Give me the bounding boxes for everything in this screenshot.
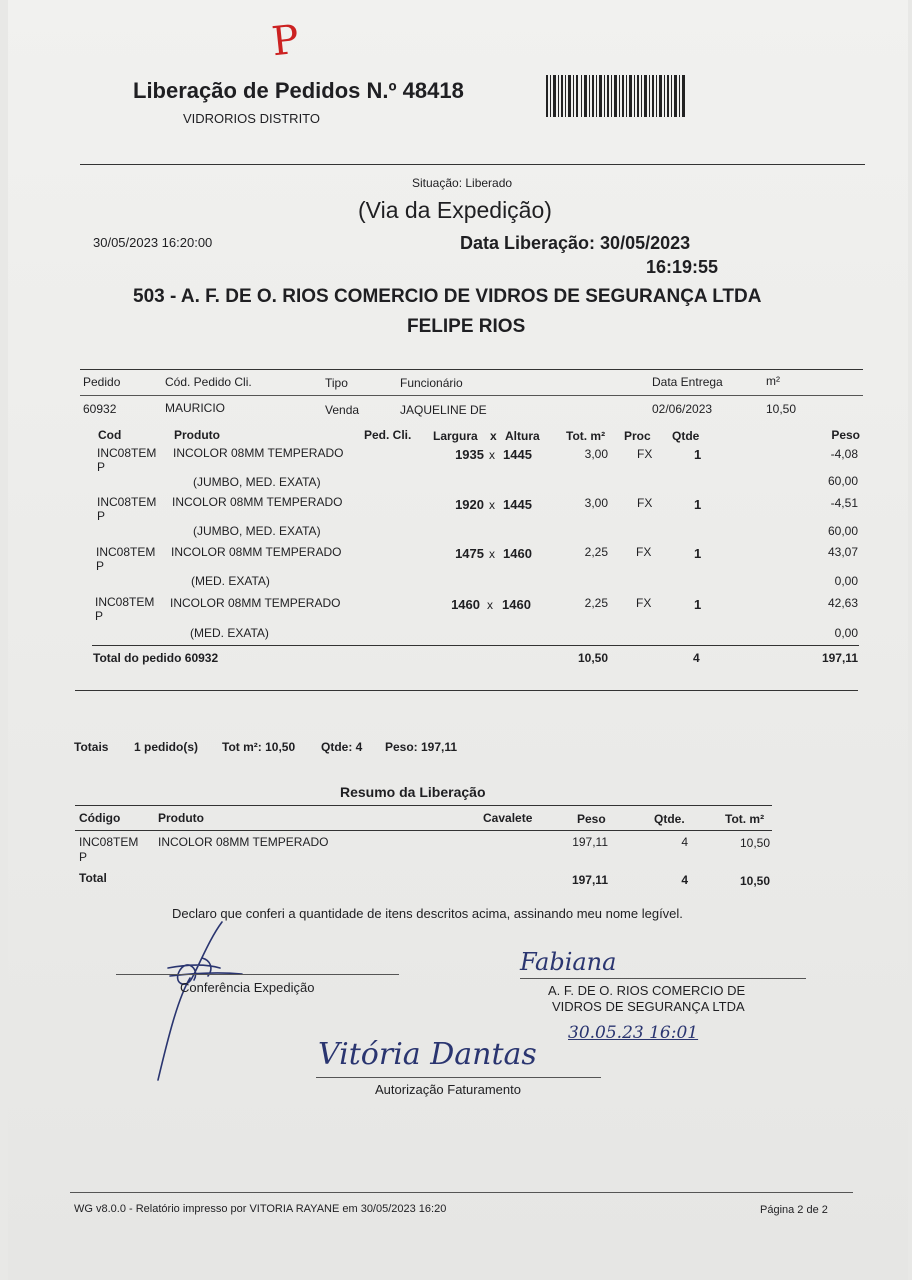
item-cod-cont: P (97, 460, 106, 474)
item-produto: INCOLOR 08MM TEMPERADO (172, 495, 343, 509)
item-largura: 1475 (455, 546, 484, 561)
footer-right: Página 2 de 2 (760, 1204, 828, 1216)
item-cod: INC08TEM (97, 495, 157, 509)
rh-codigo: Código (79, 811, 121, 825)
col-cod-pedido-cli: Cód. Pedido Cli. (165, 375, 252, 389)
item-cod-cont: P (97, 509, 106, 523)
totals-pedidos: 1 pedido(s) (134, 740, 199, 754)
col-funcionario: Funcionário (400, 376, 463, 390)
totals-peso: Peso: 197,11 (385, 740, 458, 754)
order-total-label: Total do pedido 60932 (93, 651, 219, 665)
resumo-total-tot-m2: 10,50 (739, 874, 770, 888)
col-m2: m² (766, 374, 780, 388)
item-cod-cont: P (96, 559, 105, 573)
totals-label: Totais (74, 740, 109, 754)
item-x: x (489, 448, 495, 462)
item-cod: INC08TEM (96, 545, 156, 559)
item-largura: 1920 (455, 497, 484, 512)
ih-altura: Altura (505, 429, 540, 443)
val-pedido: 60932 (83, 402, 117, 416)
cliente-signed-date: 30.05.23 16:01 (568, 1023, 699, 1043)
conferencia-line (116, 974, 399, 975)
val-cod-pedido-cli: MAURICIO (165, 401, 225, 415)
item-obs: (MED. EXATA) (191, 574, 270, 588)
ih-proc: Proc (624, 429, 651, 443)
item-produto: INCOLOR 08MM TEMPERADO (170, 596, 341, 610)
ih-x: x (490, 429, 497, 443)
conferencia-label: Conferência Expedição (180, 980, 315, 995)
print-datetime: 30/05/2023 16:20:00 (93, 235, 213, 250)
autorizacao-line (316, 1077, 601, 1078)
item-cod: INC08TEM (97, 446, 157, 460)
val-data-entrega: 02/06/2023 (652, 402, 713, 416)
item-cod-cont: P (95, 609, 104, 623)
item-tot-m2: 2,25 (584, 596, 608, 610)
resumo-row-produto: INCOLOR 08MM TEMPERADO (158, 835, 329, 849)
ih-ped-cli: Ped. Cli. (364, 428, 412, 442)
footer-left: WG v8.0.0 - Relatório impresso por VITORIA RAYANE em 30/05/2023 16:20 (74, 1203, 447, 1215)
hora-liberacao: 16:19:55 (646, 257, 719, 277)
item-peso: -4,08 (830, 447, 858, 461)
item-altura: 1460 (503, 546, 532, 561)
ih-peso: Peso (831, 428, 860, 442)
rh-produto: Produto (158, 811, 204, 825)
rh-tot-m2: Tot. m² (725, 812, 765, 826)
item-obs: (JUMBO, MED. EXATA) (193, 475, 321, 489)
ih-qtde: Qtde (672, 429, 700, 443)
declaration-text: Declaro que conferi a quantidade de itens descritos acima, assinando meu nome legível. (172, 906, 683, 921)
data-liberacao: Data Liberação: 30/05/2023 (460, 233, 691, 253)
document-title: Liberação de Pedidos N.º 48418 (133, 78, 464, 103)
cliente-line (520, 978, 806, 979)
item-cod: INC08TEM (95, 595, 155, 609)
order-total-peso: 197,11 (821, 651, 858, 665)
val-m2: 10,50 (766, 402, 797, 416)
item-proc: FX (636, 545, 652, 559)
col-data-entrega: Data Entrega (652, 375, 723, 389)
resumo-row-qtde: 4 (681, 835, 688, 849)
item-largura: 1935 (455, 447, 484, 462)
item-peso: 43,07 (827, 545, 858, 559)
handwritten-mark: P (269, 16, 302, 66)
item-obs: (MED. EXATA) (190, 626, 269, 640)
item-x: x (487, 598, 493, 612)
item-peso: 42,63 (827, 596, 858, 610)
item-altura: 1460 (502, 597, 531, 612)
item-x: x (489, 547, 495, 561)
col-tipo: Tipo (325, 376, 348, 390)
header-divider (80, 164, 865, 165)
item-tot-m2: 3,00 (584, 496, 608, 510)
signature-conferencia (150, 918, 260, 1083)
item-obs: (JUMBO, MED. EXATA) (193, 524, 321, 538)
resumo-total-qtde: 4 (681, 873, 688, 887)
resumo-total-label: Total (79, 871, 107, 885)
item-peso-2: 0,00 (834, 626, 858, 640)
item-altura: 1445 (503, 497, 532, 512)
item-tot-m2: 3,00 (584, 447, 608, 461)
order-top-divider (80, 369, 863, 370)
totals-qtde: Qtde: 4 (321, 740, 363, 754)
item-peso-2: 60,00 (827, 474, 858, 488)
ih-cod: Cod (98, 428, 122, 442)
resumo-header-divider (75, 830, 772, 831)
order-header-divider (80, 395, 863, 396)
item-peso-2: 0,00 (834, 574, 858, 588)
val-funcionario: JAQUELINE DE (400, 403, 487, 417)
order-bottom-divider (75, 690, 858, 691)
autorizacao-signature: Vitória Dantas (318, 1037, 537, 1072)
item-largura: 1460 (451, 597, 480, 612)
cliente-signature: Fabiana (520, 948, 617, 976)
client-contact: FELIPE RIOS (407, 316, 526, 337)
barcode-icon (546, 75, 686, 117)
rh-peso: Peso (577, 812, 606, 826)
ih-produto: Produto (174, 428, 220, 442)
item-qtde: 1 (694, 546, 702, 561)
rh-cavalete: Cavalete (483, 811, 533, 825)
col-pedido: Pedido (83, 375, 121, 389)
via-label: (Via da Expedição) (358, 197, 552, 223)
item-proc: FX (636, 596, 652, 610)
order-total-divider (92, 645, 859, 646)
resumo-row-peso: 197,11 (572, 835, 608, 849)
cliente-line1: A. F. DE O. RIOS COMERCIO DE (548, 983, 746, 998)
cliente-line2: VIDROS DE SEGURANÇA LTDA (552, 999, 745, 1014)
val-tipo: Venda (325, 403, 360, 417)
item-qtde: 1 (694, 597, 702, 612)
resumo-row-tot-m2: 10,50 (739, 836, 770, 850)
situacao: Situação: Liberado (412, 176, 513, 190)
item-produto: INCOLOR 08MM TEMPERADO (173, 446, 344, 460)
resumo-title: Resumo da Liberação (340, 784, 486, 800)
item-proc: FX (637, 496, 653, 510)
item-proc: FX (637, 447, 653, 461)
item-altura: 1445 (503, 447, 532, 462)
resumo-row-codigo: INC08TEM (79, 835, 139, 849)
footer-divider (70, 1192, 853, 1193)
item-tot-m2: 2,25 (584, 545, 608, 559)
rh-qtde: Qtde. (654, 812, 685, 826)
ih-tot-m2: Tot. m² (566, 429, 606, 443)
autorizacao-label: Autorização Faturamento (375, 1082, 521, 1097)
order-total-m2: 10,50 (577, 651, 608, 665)
item-produto: INCOLOR 08MM TEMPERADO (171, 545, 342, 559)
ih-largura: Largura (433, 429, 478, 443)
totals-m2: Tot m²: 10,50 (222, 740, 296, 754)
item-qtde: 1 (694, 497, 702, 512)
client-name: 503 - A. F. DE O. RIOS COMERCIO DE VIDROS DE SEGURANÇA LTDA (133, 286, 762, 307)
item-qtde: 1 (694, 447, 702, 462)
company-name: VIDRORIOS DISTRITO (183, 111, 320, 126)
resumo-top-divider (75, 805, 772, 806)
resumo-total-peso: 197,11 (571, 873, 608, 887)
resumo-row-codigo-cont: P (79, 850, 88, 864)
order-total-qtde: 4 (693, 651, 700, 665)
item-peso-2: 60,00 (827, 524, 858, 538)
item-x: x (489, 498, 495, 512)
item-peso: -4,51 (830, 496, 858, 510)
